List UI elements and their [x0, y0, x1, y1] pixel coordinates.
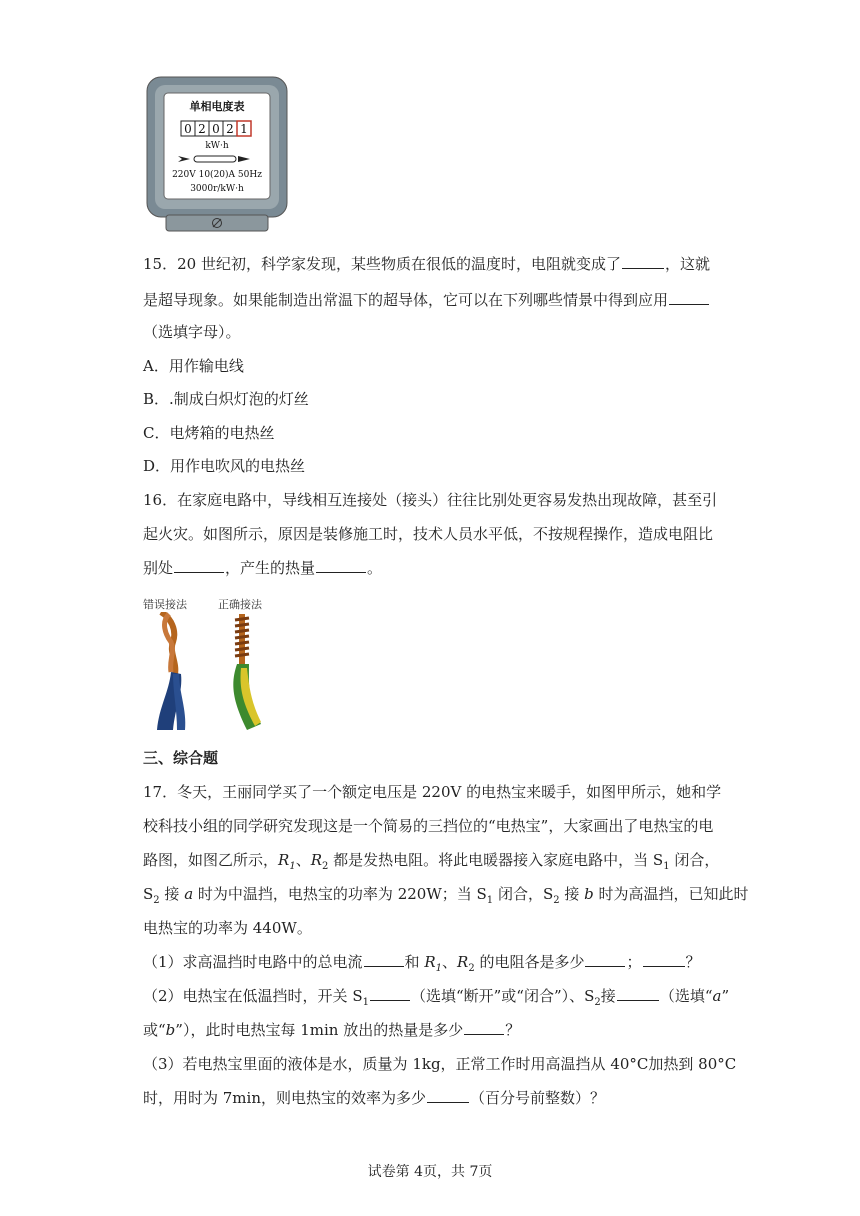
- q15-line3: （选填字母）。: [143, 323, 241, 341]
- wire-joint-drawing: [143, 612, 283, 732]
- meter-digit: 0: [212, 122, 220, 136]
- right-joint-wire: [233, 614, 261, 730]
- q17-blank-efficiency[interactable]: [427, 1088, 469, 1103]
- q15-option-a: A．用作输电线: [143, 357, 244, 375]
- q16-line3: 别处 ，产生的热量 。: [143, 559, 383, 577]
- right-joint-label: 正确接法: [218, 598, 262, 611]
- q17-blank-heat[interactable]: [464, 1020, 504, 1035]
- q16-blank-2[interactable]: [316, 558, 366, 573]
- wrong-joint-label: 错误接法: [143, 598, 187, 611]
- meter-rating: 220V 10(20)A 50Hz: [172, 170, 262, 180]
- section-title: 三、综合题: [143, 749, 219, 767]
- q17-blank-s1[interactable]: [370, 986, 410, 1001]
- q17-blank-r1[interactable]: [585, 952, 625, 967]
- q15-line1: 15．20 世纪初，科学家发现，某些物质在很低的温度时，电阻就变成了 ，这就: [143, 255, 710, 273]
- wrong-joint-wire: [157, 612, 185, 730]
- q15-blank-1[interactable]: [622, 254, 664, 269]
- meter-title: 单相电度表: [189, 100, 245, 113]
- meter-digit: 2: [226, 122, 234, 136]
- q16-line1: 16．在家庭电路中，导线相互连接处（接头）往往比别处更容易发热出现故障，甚至引: [143, 491, 718, 509]
- q17-line5: 电热宝的功率为 440W。: [143, 919, 312, 937]
- q15-option-c: C．电烤箱的电热丝: [143, 424, 275, 442]
- meter-digit: 2: [198, 122, 206, 136]
- q16-line2: 起火灾。如图所示，原因是装修施工时，技术人员水平低，不按规程操作，造成电阻比: [143, 525, 714, 543]
- q17-blank-r2[interactable]: [643, 952, 685, 967]
- meter-unit: kW·h: [205, 141, 229, 151]
- electric-meter-figure: [146, 76, 288, 232]
- q17-blank-s2[interactable]: [617, 986, 659, 1001]
- q17-part2-line2: 或“b”），此时电热宝每 1min 放出的热量是多少 ？: [143, 1021, 521, 1039]
- q15-blank-2[interactable]: [669, 290, 709, 305]
- meter-digit: 0: [184, 122, 192, 136]
- q15-option-b: B．.制成白炽灯泡的灯丝: [143, 390, 309, 408]
- q16-blank-1[interactable]: [174, 558, 224, 573]
- q17-line1: 17．冬天，王丽同学买了一个额定电压是 220V 的电热宝来暖手，如图甲所示，她和学: [143, 783, 722, 801]
- q17-part3-line2: 时，用时为 7min，则电热宝的效率为多少 （百分号前整数）？: [143, 1089, 606, 1107]
- meter-digits: [181, 121, 251, 136]
- q17-part3-line1: （3）若电热宝里面的液体是水，质量为 1kg，正常工作时用高温挡从 40°C加热到 80°C: [143, 1055, 737, 1073]
- meter-constant: 3000r/kW·h: [190, 184, 244, 194]
- page-footer: 试卷第 4页，共 7页: [367, 1164, 493, 1180]
- wire-joint-figure: [143, 594, 283, 734]
- q17-part2-line1: （2）电热宝在低温挡时，开关 $S_1$ （选填“断开”或“闭合”）、$S_2$接 （选填“a”: [143, 987, 730, 1008]
- q17-line4: $S_2$ 接 a 时为中温挡，电热宝的功率为 220W；当 $S_1$ 闭合，$S_2$ 接 b 时为高温挡，已知此时: [143, 885, 749, 906]
- q17-blank-current[interactable]: [364, 952, 404, 967]
- q15-option-d: D．用作电吹风的电热丝: [143, 457, 306, 475]
- q17-line2: 校科技小组的同学研究发现这是一个简易的三挡位的“电热宝”，大家画出了电热宝的电: [143, 817, 714, 835]
- q17-part1: （1）求高温挡时电路中的总电流 和 $R_1$、$R_2$ 的电阻各是多少 ； ？: [143, 953, 701, 974]
- meter-digit: 1: [240, 122, 248, 136]
- q15-line2: 是超导现象。如果能制造出常温下的超导体，它可以在下列哪些情景中得到应用: [143, 290, 710, 310]
- q17-line3: 路图，如图乙所示，$R_1$、$R_2$ 都是发热电阻。将此电暖器接入家庭电路中，当 $S_1$ 闭合，: [143, 851, 720, 872]
